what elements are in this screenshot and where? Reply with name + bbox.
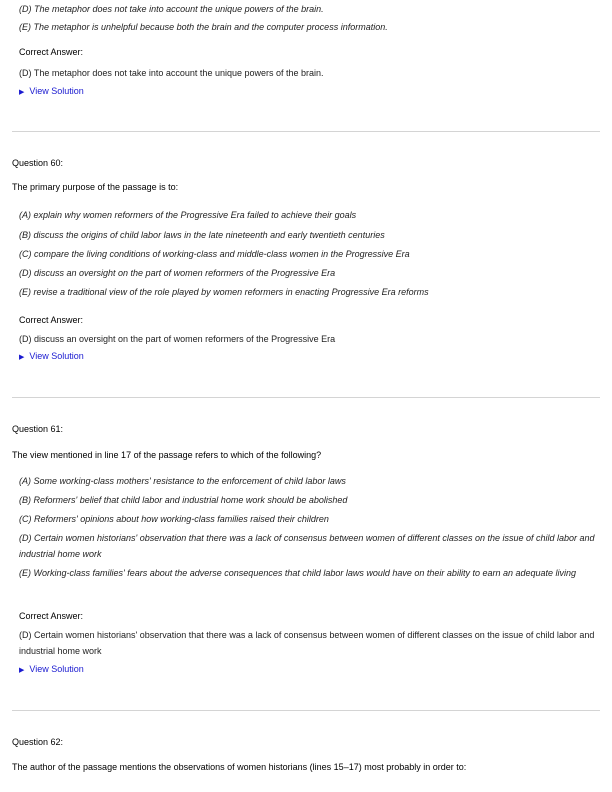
option-e: (E) Working-class families' fears about the adverse consequences that child labor laws would have on their ability to earn an adequate living — [19, 568, 577, 578]
correct-answer-label: Correct Answer: — [19, 47, 84, 57]
view-solution-label: View Solution — [29, 351, 84, 361]
triangle-right-icon: ▶ — [19, 354, 25, 361]
question-prompt: The author of the passage mentions the observations of women historians (lines 15–17) most probably in order to: — [12, 762, 467, 772]
option-c: (C) compare the living conditions of working-class and middle-class women in the Progressive Era — [19, 249, 410, 259]
correct-answer-label: Correct Answer: — [19, 315, 84, 325]
divider — [12, 131, 600, 132]
option-a: (A) Some working-class mothers' resistance to the enforcement of child labor laws — [19, 476, 346, 486]
option-d: (D) The metaphor does not take into account the unique powers of the brain. — [19, 4, 324, 14]
option-d: (D) Certain women historians' observation that there was a lack of consensus between women of different classes on the issue of child labor and industrial home work — [19, 533, 595, 559]
question-title: Question 60: — [12, 158, 64, 168]
option-b: (B) discuss the origins of child labor laws in the late nineteenth and early twentieth centuries — [19, 230, 385, 240]
correct-answer: (D) The metaphor does not take into account the unique powers of the brain. — [19, 68, 324, 78]
divider — [12, 397, 600, 398]
option-e: (E) The metaphor is unhelpful because both the brain and the computer process information. — [19, 22, 388, 32]
triangle-right-icon: ▶ — [19, 89, 25, 96]
question-prompt: The primary purpose of the passage is to: — [12, 182, 179, 192]
question-title: Question 61: — [12, 424, 64, 434]
view-solution-link[interactable] — [19, 664, 84, 674]
correct-answer: (D) discuss an oversight on the part of women reformers of the Progressive Era — [19, 334, 336, 344]
view-solution-link[interactable] — [19, 86, 84, 96]
option-d: (D) discuss an oversight on the part of women reformers of the Progressive Era — [19, 268, 336, 278]
option-a: (A) explain why women reformers of the Progressive Era failed to achieve their goals — [19, 210, 357, 220]
view-solution-link[interactable] — [19, 351, 84, 361]
view-solution-label: View Solution — [29, 664, 84, 674]
view-solution-label: View Solution — [29, 86, 84, 96]
option-e: (E) revise a traditional view of the role played by women reformers in enacting Progressive Era reforms — [19, 287, 429, 297]
option-b: (B) Reformers' belief that child labor and industrial home work should be abolished — [19, 495, 348, 505]
triangle-right-icon: ▶ — [19, 667, 25, 674]
correct-answer: (D) Certain women historians' observation that there was a lack of consensus between women of different classes on the issue of child labor and industrial home work — [19, 630, 595, 656]
question-title: Question 62: — [12, 737, 64, 747]
option-c: (C) Reformers' opinions about how working-class families raised their children — [19, 514, 329, 524]
question-prompt: The view mentioned in line 17 of the passage refers to which of the following? — [12, 450, 322, 460]
divider — [12, 710, 600, 711]
correct-answer-label: Correct Answer: — [19, 611, 84, 621]
